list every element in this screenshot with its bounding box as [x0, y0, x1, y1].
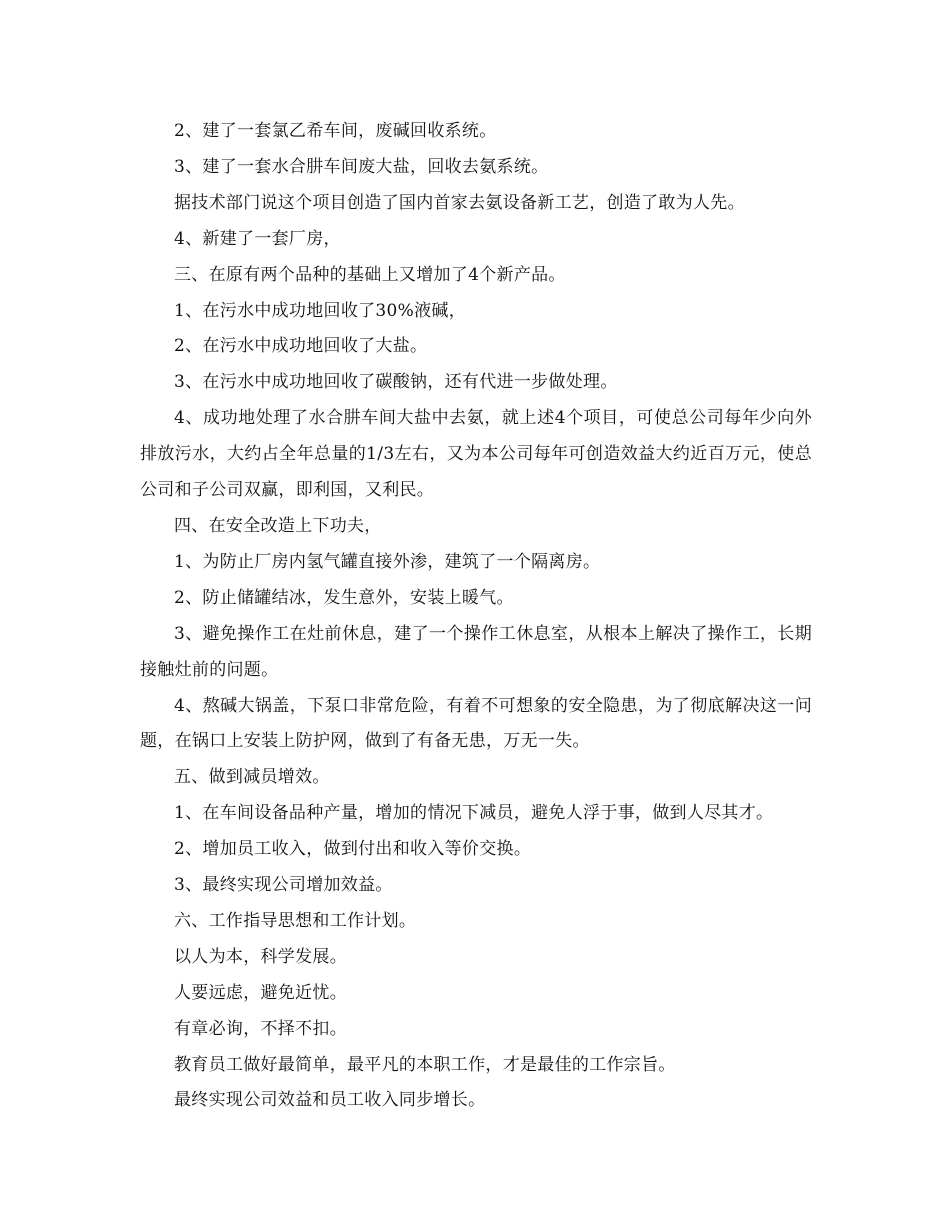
paragraph: 最终实现公司效益和员工收入同步增长。 — [174, 1090, 486, 1111]
paragraph: 1、在污水中成功地回收了30%液碱， — [174, 300, 467, 321]
paragraph: 1、为防止厂房内氢气罐直接外渗，建筑了一个隔离房。 — [174, 551, 601, 572]
document-body — [140, 114, 812, 1119]
paragraph: 4、新建了一套厂房， — [174, 228, 341, 249]
paragraph: 3、最终实现公司增加效益。 — [174, 875, 393, 896]
paragraph: 3、避免操作工在灶前休息，建了一个操作工休息室，从根本上解决了操作工，长期接触灶前的问题。 — [140, 623, 812, 680]
paragraph: 3、在污水中成功地回收了碳酸钠，还有代进一步做处理。 — [174, 372, 618, 393]
section-heading: 六、工作指导思想和工作计划。 — [174, 910, 417, 931]
section-heading: 三、在原有两个品种的基础上又增加了4个新产品。 — [174, 264, 566, 285]
paragraph: 2、建了一套氯乙希车间，废碱回收系统。 — [174, 121, 497, 141]
paragraph: 2、增加员工收入，做到付出和收入等价交换。 — [174, 839, 532, 860]
paragraph: 以人为本，科学发展。 — [174, 946, 347, 967]
paragraph: 2、防止储罐结冰，发生意外，安装上暖气。 — [174, 587, 514, 608]
paragraph: 3、建了一套水合肼车间废大盐，回收去氨系统。 — [174, 156, 549, 177]
paragraph: 4、熬碱大锅盖，下泵口非常危险，有着不可想象的安全隐患，为了彻底解决这一问题，在锅口上安装上防护网，做到了有备无患，万无一失。 — [140, 695, 812, 752]
paragraph: 4、成功地处理了水合肼车间大盐中去氨，就上述4个项目，可使总公司每年少向外排放污水，大约占全年总量的1/3左右，又为本公司每年可创造效益大约近百万元，使总公司和子公司双赢，即利国，又利民。 — [140, 408, 812, 501]
section-heading: 五、做到减员增效。 — [174, 767, 330, 788]
section-heading: 四、在安全改造上下功夫， — [174, 515, 382, 536]
paragraph: 有章必询，不择不扣。 — [174, 1018, 347, 1039]
paragraph: 1、在车间设备品种产量，增加的情况下减员，避免人浮于事，做到人尽其才。 — [174, 803, 774, 824]
paragraph: 据技术部门说这个项目创造了国内首家去氨设备新工艺，创造了敢为人先。 — [174, 192, 745, 213]
paragraph: 2、在污水中成功地回收了大盐。 — [174, 336, 428, 357]
paragraph: 教育员工做好最简单，最平凡的本职工作，才是最佳的工作宗旨。 — [174, 1054, 676, 1075]
paragraph: 人要远虑，避免近忧。 — [174, 982, 347, 1003]
